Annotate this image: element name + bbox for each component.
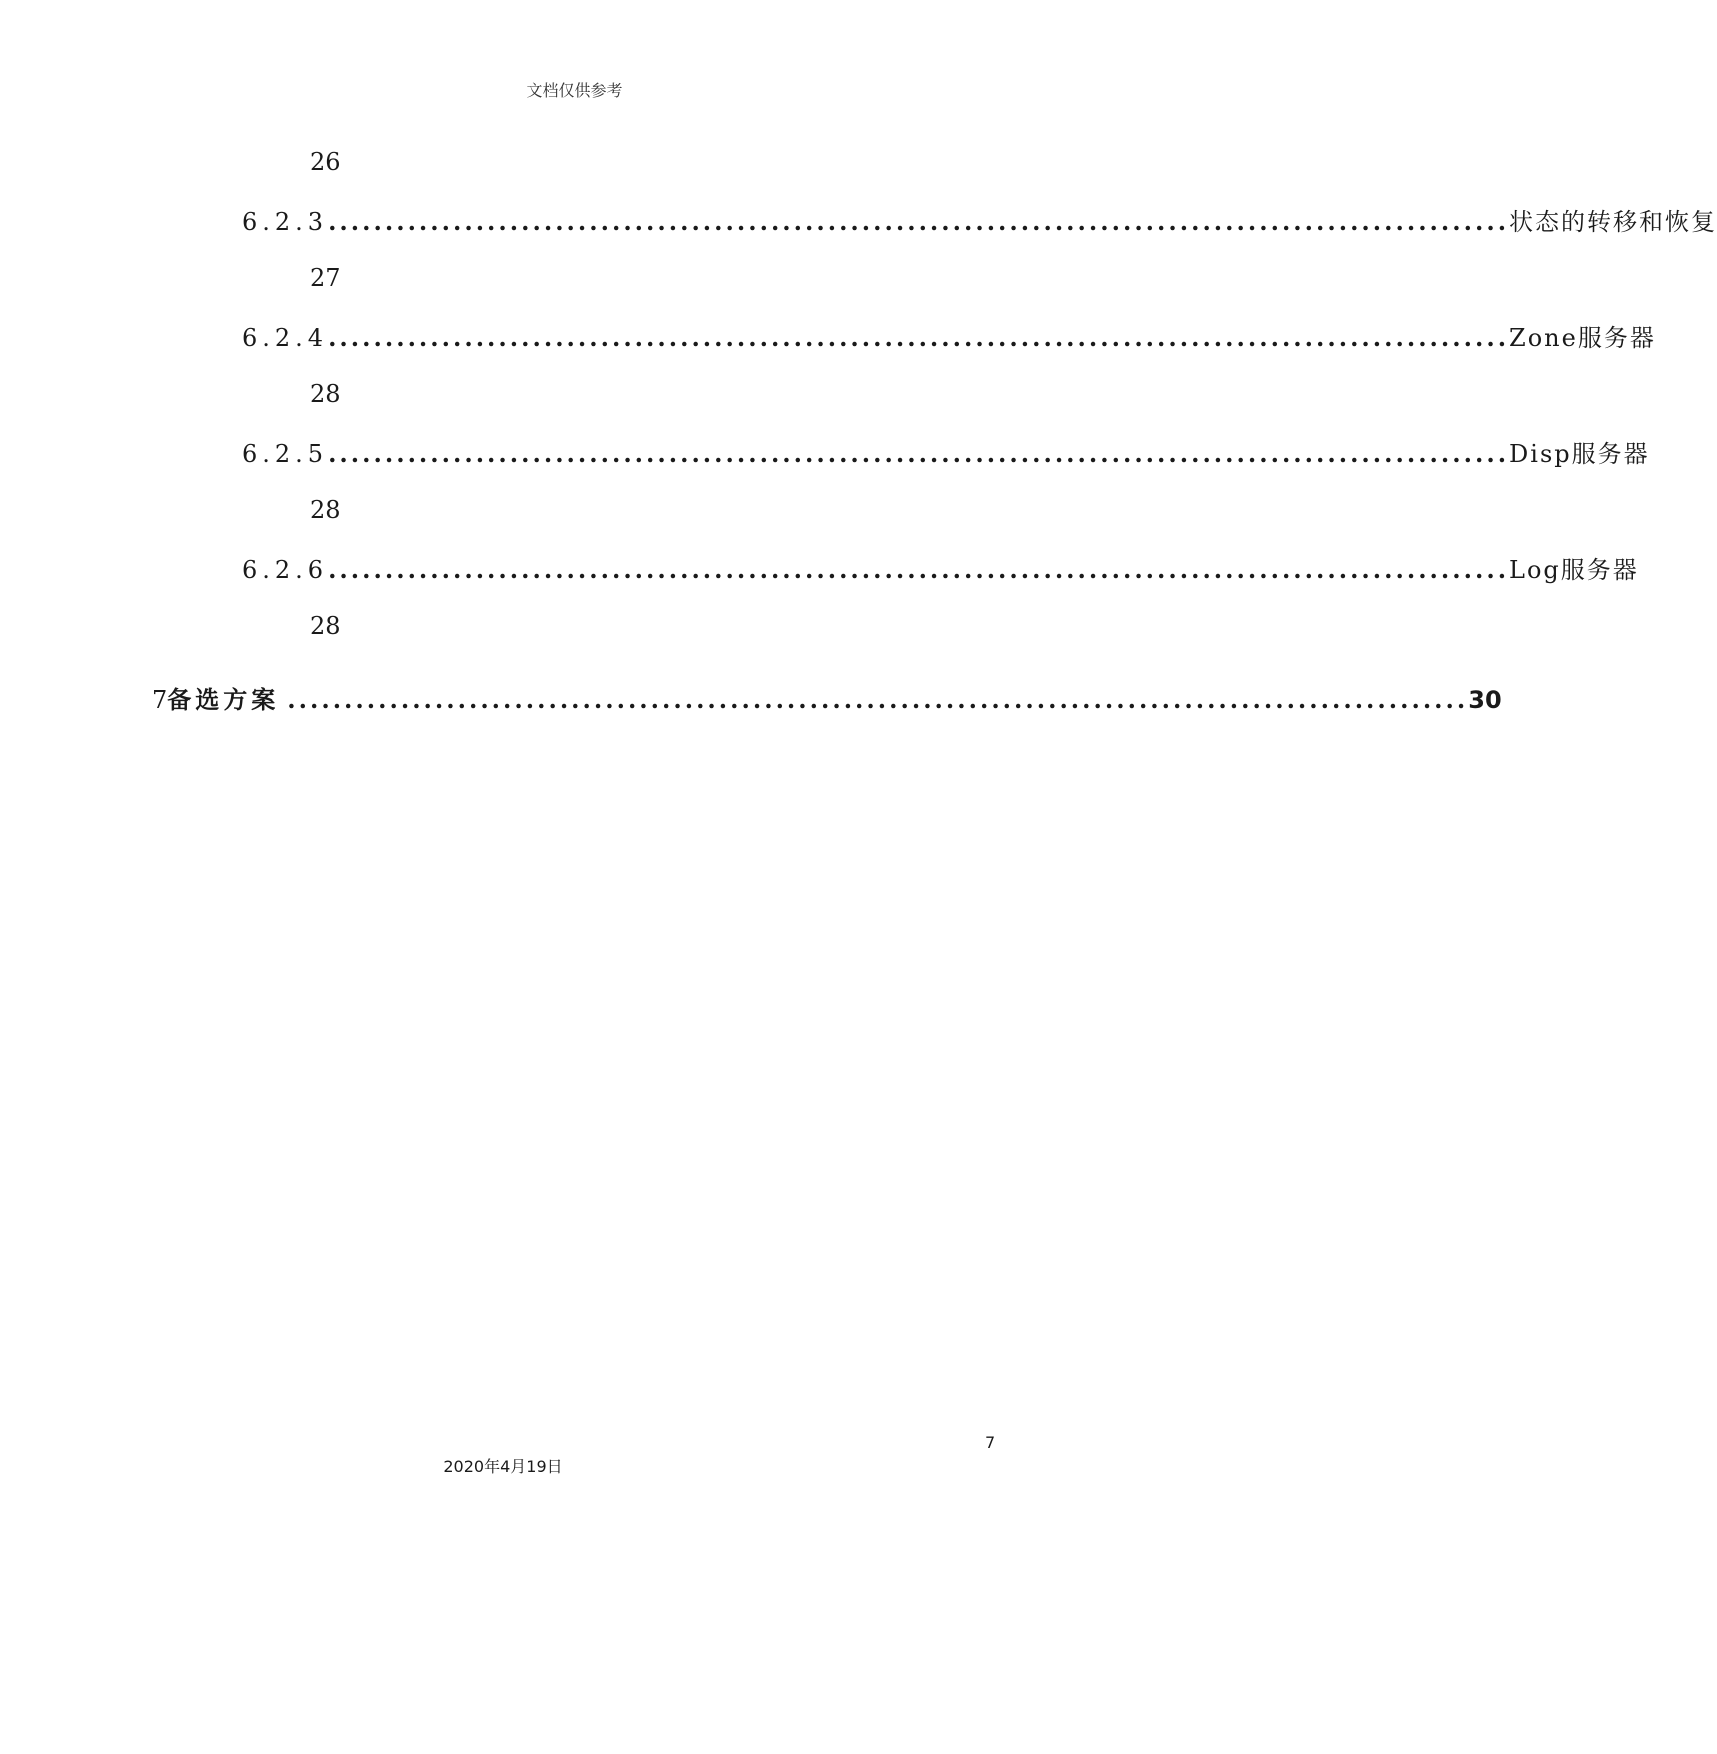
toc-chapter-title: 备选方案 xyxy=(167,686,280,714)
toc-page-number: 28 xyxy=(310,612,341,640)
dot-leader: ........................................................................................................ xyxy=(328,439,1510,468)
toc-entry-number: 6.2.3 xyxy=(242,208,329,236)
dot-leader: ........................................................................................................ xyxy=(287,685,1469,714)
toc-entry-6-2-6[interactable] xyxy=(242,550,1639,584)
toc-page-number: 28 xyxy=(310,380,341,408)
toc-entry-6-2-4[interactable] xyxy=(242,318,1656,352)
toc-page-number: 28 xyxy=(310,496,341,524)
toc-entry-title: 状态的转移和恢复 xyxy=(1509,208,1717,236)
dot-leader: ........................................................................................................ xyxy=(328,323,1510,352)
toc-entry-title: Disp服务器 xyxy=(1509,440,1650,468)
dot-leader: ........................................................................................................ xyxy=(328,555,1510,584)
toc-page-number: 26 xyxy=(310,148,341,176)
page-number: 7 xyxy=(985,1433,996,1452)
toc-chapter-7[interactable] xyxy=(152,680,1502,715)
toc-page-number: 27 xyxy=(310,264,341,292)
page-header: 文档仅供参考 xyxy=(526,81,623,100)
footer-date: 2020年4月19日 xyxy=(443,1457,563,1476)
toc-entry-number: 6.2.6 xyxy=(242,556,329,584)
dot-leader: ........................................................................................................ xyxy=(328,207,1510,236)
toc-entry-number: 6.2.5 xyxy=(242,440,329,468)
toc-entry-number: 6.2.4 xyxy=(242,324,329,352)
toc-chapter-number: 7 xyxy=(152,686,168,714)
toc-entry-6-2-5[interactable] xyxy=(242,434,1650,468)
toc-entry-6-2-3[interactable] xyxy=(242,202,1717,236)
toc-chapter-page: 30 xyxy=(1468,686,1502,714)
toc-entry-title: Log服务器 xyxy=(1509,556,1639,584)
toc-entry-title: Zone服务器 xyxy=(1509,324,1656,352)
